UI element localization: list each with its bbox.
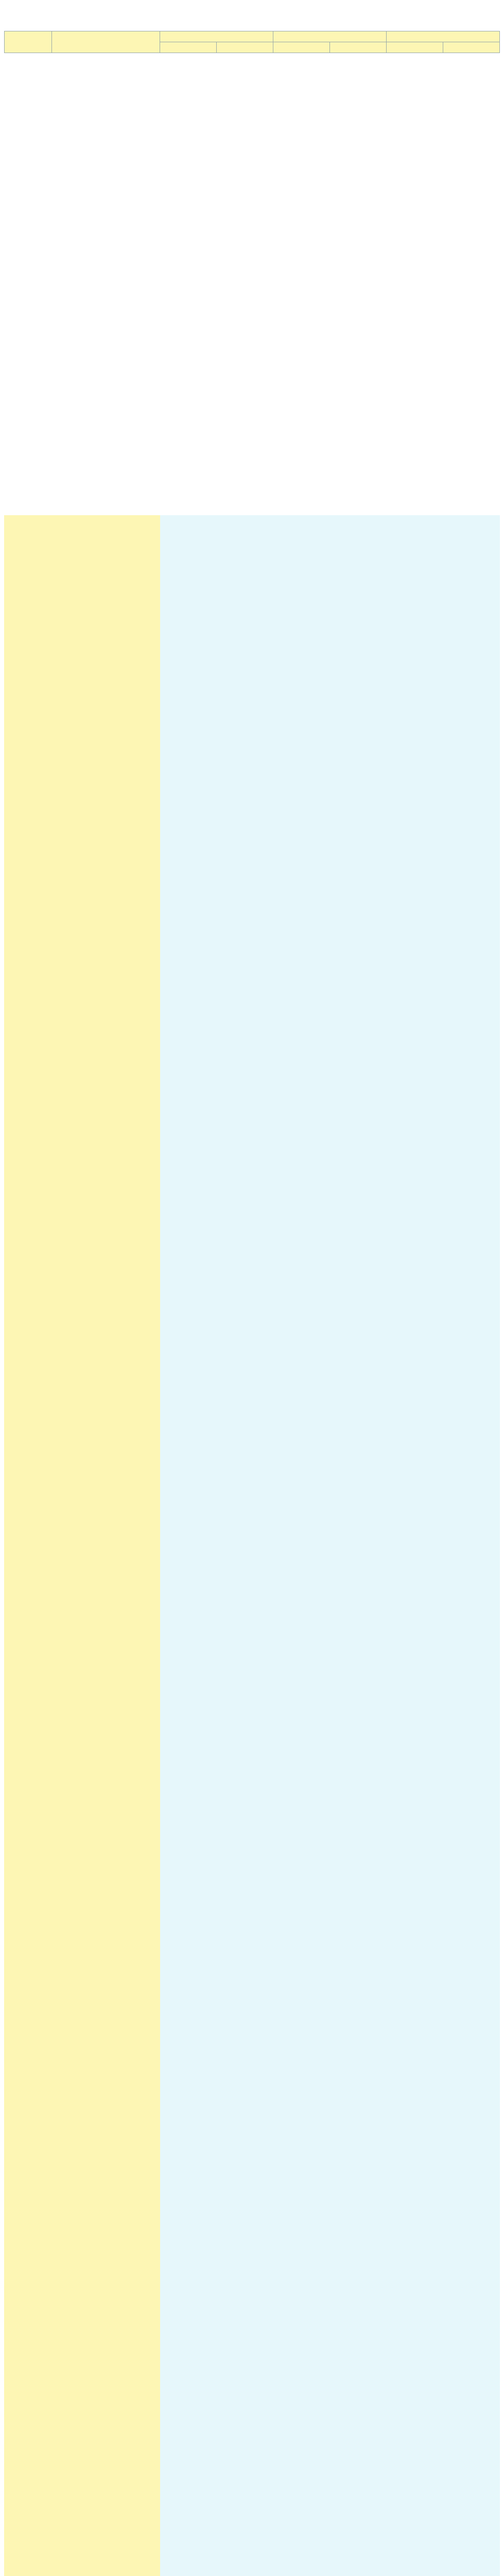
table-header — [5, 31, 500, 53]
header-region-en — [52, 31, 160, 53]
unit-row — [4, 23, 500, 30]
header-group-imports — [387, 31, 500, 42]
header-year — [387, 42, 443, 53]
table-continuation — [4, 515, 500, 2576]
continuation-en-column — [52, 515, 161, 2576]
header-region-cn — [5, 31, 52, 53]
continuation-cn-column — [4, 515, 53, 2576]
header-group-exports — [273, 31, 387, 42]
header-year — [160, 42, 217, 53]
continuation-value-columns — [160, 515, 500, 2576]
header-group-total — [160, 31, 273, 42]
header-year — [443, 42, 500, 53]
header-year — [217, 42, 273, 53]
header-year — [273, 42, 330, 53]
header-year — [330, 42, 387, 53]
trade-table — [4, 31, 500, 53]
